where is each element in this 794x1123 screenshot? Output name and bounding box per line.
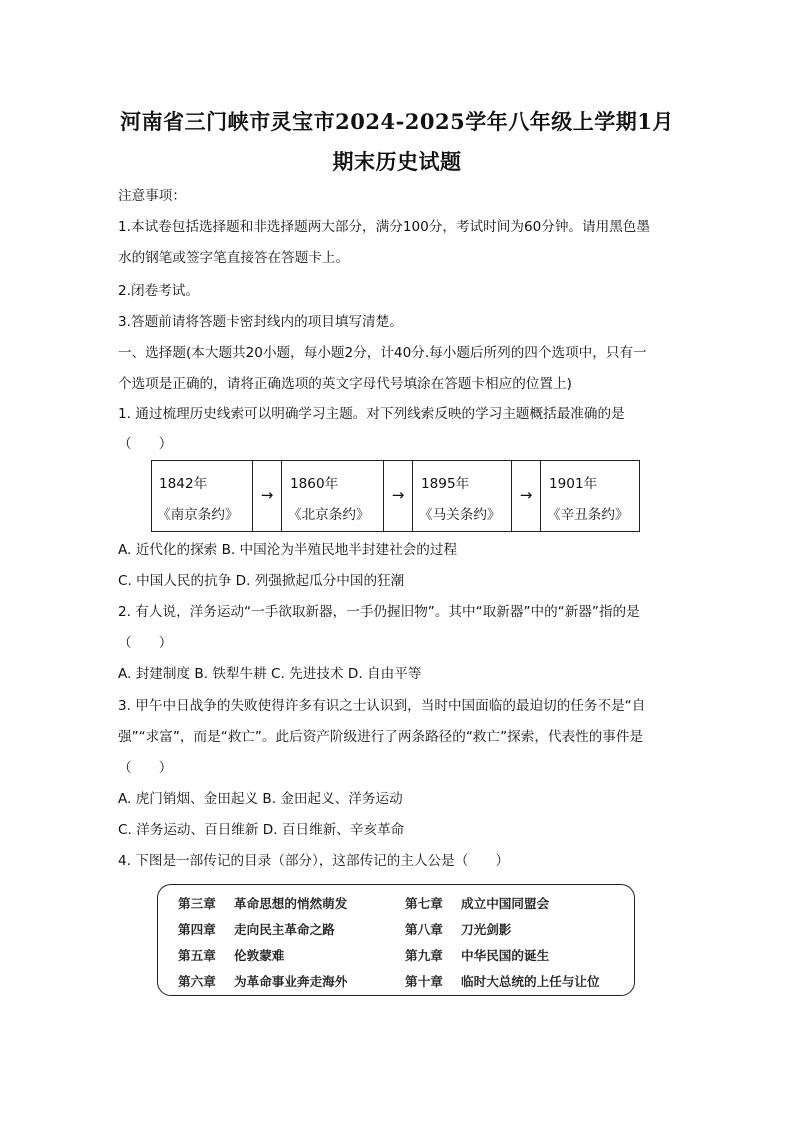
arrow-right-icon: → <box>519 486 533 504</box>
timeline-cell <box>413 460 511 532</box>
document-title-line1: 河南省三门峡市灵宝市2024-2025学年八年级上学期1月 <box>120 109 674 134</box>
timeline-year: 1860年 <box>290 476 339 492</box>
chapter-number: 第九章 <box>405 948 443 963</box>
chapter-number: 第四章 <box>178 922 216 937</box>
q1-options: C. 中国人民的抗争 D. 列强掀起瓜分中国的狂潮 <box>118 573 405 589</box>
arrow-right-icon: → <box>391 486 405 504</box>
timeline-treaty: 《辛丑条约》 <box>547 507 629 523</box>
document-title-line2: 期末历史试题 <box>332 149 462 174</box>
q3-options: A. 虎门销烟、金田起义 B. 金田起义、洋务运动 <box>118 791 403 807</box>
chapter-entry <box>405 919 511 938</box>
timeline-year: 1842年 <box>159 476 208 492</box>
chapter-number: 第十章 <box>405 974 443 989</box>
q3-options: C. 洋务运动、百日维新 D. 百日维新、辛亥革命 <box>118 822 405 838</box>
chapter-entry <box>405 971 600 990</box>
q1-answer-paren: （ ） <box>118 436 173 452</box>
chapter-number: 第八章 <box>405 922 443 937</box>
chapter-entry <box>405 893 549 912</box>
notes-heading: 注意事项： <box>118 188 186 204</box>
q3-stem: 3. 甲午中日战争的失败使得许多有识之士认识到，当时中国面临的最迫切的任务不是“自 <box>118 698 646 714</box>
q2-answer-paren: （ ） <box>118 635 173 651</box>
q4-biography-contents <box>157 884 635 996</box>
chapter-number: 第三章 <box>178 896 216 911</box>
chapter-entry <box>405 945 549 964</box>
note-line: 1.本试卷包括选择题和非选择题两大部分，满分100分，考试时间为60分钟。请用黑色墨 <box>118 219 650 235</box>
chapter-title: 成立中国同盟会 <box>461 896 550 911</box>
note-line: 3.答题前请将答题卡密封线内的项目填写清楚。 <box>118 314 403 330</box>
q1-options: A. 近代化的探索 B. 中国沦为半殖民地半封建社会的过程 <box>118 542 458 558</box>
chapter-entry <box>178 945 284 964</box>
q1-stem: 1. 通过梳理历史线索可以明确学习主题。对下列线索反映的学习主题概括最准确的是 <box>118 406 625 422</box>
chapter-title: 走向民主革命之路 <box>234 922 335 937</box>
chapter-title: 中华民国的诞生 <box>461 948 550 963</box>
q1-timeline-table <box>151 460 640 532</box>
chapter-entry <box>178 971 347 990</box>
chapter-number: 第七章 <box>405 896 443 911</box>
chapter-title: 临时大总统的上任与让位 <box>461 974 600 989</box>
timeline-year: 1895年 <box>421 476 470 492</box>
timeline-cell <box>282 460 383 532</box>
note-line: 2.闭卷考试。 <box>118 283 199 299</box>
chapter-number: 第六章 <box>178 974 216 989</box>
timeline-cell <box>541 460 640 532</box>
timeline-arrow-cell <box>252 460 282 532</box>
section-intro: 一、选择题(本大题共20小题，每小题2分，计40分.每小题后所列的四个选项中，只有一 <box>118 345 647 361</box>
chapter-title: 革命思想的悄然萌发 <box>234 896 348 911</box>
chapter-title: 为革命事业奔走海外 <box>234 974 348 989</box>
chapter-entry <box>178 919 335 938</box>
chapter-number: 第五章 <box>178 948 216 963</box>
q3-stem: 强”“求富”，而是“救亡”。此后资产阶级进行了两条路径的“救亡”探索，代表性的事件是 <box>118 729 644 745</box>
timeline-treaty: 《南京条约》 <box>157 507 239 523</box>
chapter-title: 刀光剑影 <box>461 922 512 937</box>
q2-options: A. 封建制度 B. 铁犁牛耕 C. 先进技术 D. 自由平等 <box>118 666 422 682</box>
q4-stem: 4. 下图是一部传记的目录（部分），这部传记的主人公是（ ） <box>118 853 510 869</box>
timeline-arrow-cell <box>383 460 413 532</box>
arrow-right-icon: → <box>260 486 274 504</box>
timeline-treaty: 《马关条约》 <box>419 507 501 523</box>
timeline-cell <box>151 460 252 532</box>
q3-answer-paren: （ ） <box>118 760 173 776</box>
chapter-title: 伦敦蒙难 <box>234 948 285 963</box>
chapter-entry <box>178 893 347 912</box>
timeline-treaty: 《北京条约》 <box>288 507 370 523</box>
note-line: 水的钢笔或签字笔直接答在答题卡上。 <box>118 250 350 266</box>
timeline-arrow-cell <box>511 460 541 532</box>
timeline-year: 1901年 <box>549 476 598 492</box>
q2-stem: 2. 有人说，洋务运动“一手欲取新器，一手仍握旧物”。其中“取新器”中的“新器”指的是 <box>118 604 640 620</box>
section-intro: 个选项是正确的，请将正确选项的英文字母代号填涂在答题卡相应的位置上) <box>118 376 572 392</box>
